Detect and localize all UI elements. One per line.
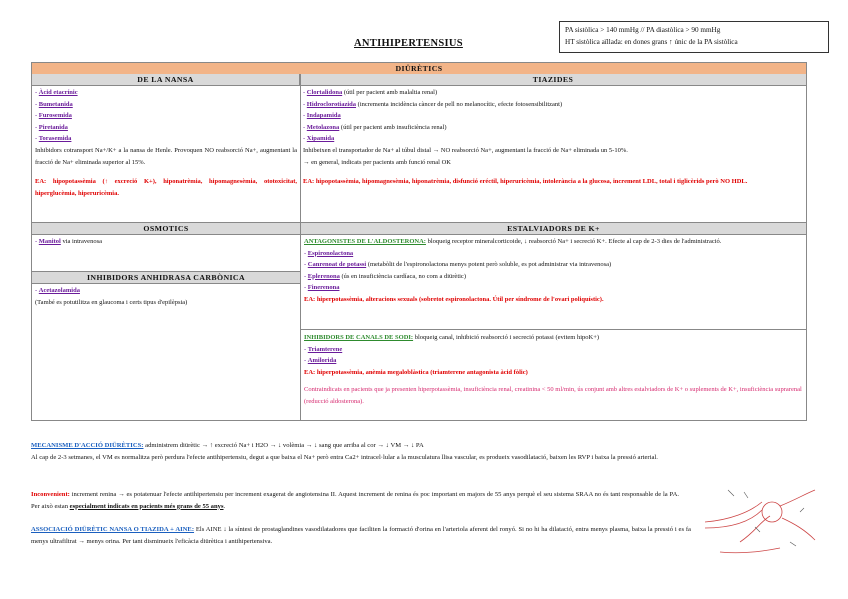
list-item: - Metolazona (útil per pacient amb insuficiència renal) xyxy=(303,123,447,131)
drug-name: Xipamida xyxy=(306,135,335,143)
anhidrasa-header: INHIBIDORS ANHIDRASA CARBÒNICA xyxy=(32,272,300,284)
drug-name: Metolazona xyxy=(306,123,340,131)
note-line-1: PA sistòlica > 140 mmHg // PA diastòlica > 90 mmHg xyxy=(565,26,721,34)
diuretics-table xyxy=(31,62,807,421)
drug-note: (ús en insuficiència cardíaca, no com a diürètic) xyxy=(341,272,466,280)
list-item: - Clortalidona (útil per pacient amb malaltia renal) xyxy=(303,89,438,96)
estalviadors-header: ESTALVIADORS DE K+ xyxy=(301,223,806,235)
tiazides-cell xyxy=(300,86,806,222)
drug-name: Triamterene xyxy=(307,345,343,353)
canals-sodi-adverse-effects: EA: hiperpotassèmia, anèmia megaloblàstica (triamterene antagonista àcid fòlic) xyxy=(304,368,528,376)
drug-note: (incrementa incidència càncer de pell no melanocític, efecte fotosensibilitzant) xyxy=(357,100,563,108)
page-title: ANTIHIPERTENSIUS xyxy=(354,38,463,49)
pa-criteria-note xyxy=(559,21,829,53)
list-item: - Xipamida xyxy=(303,135,335,143)
aldosterona-title: ANTAGONISTES DE L'ALDOSTERONA: xyxy=(304,238,426,245)
drug-note: (metabòlit de l'espironolactona menys potent però soluble, es pot administrar via intravenosa) xyxy=(367,261,612,269)
list-item: - Indapamida xyxy=(303,112,341,120)
mecanisme-section xyxy=(31,440,821,464)
list-item: - Piretanida xyxy=(35,123,68,131)
aldosterona-desc: bloqueig receptor mineralcorticoide, ↓ reabsorció Na+ i secreció K+. Efecte al cap de 2-3 dies de l'administració. xyxy=(427,238,722,245)
list-item: - Hidroclorotiazida (incrementa incidència càncer de pell no melanocític, efecte fotosensibilitzant) xyxy=(303,100,563,108)
inconvenient-end: . xyxy=(223,502,226,510)
drug-name: Finerenona xyxy=(307,284,340,292)
drug-name: Torasemida xyxy=(38,135,72,143)
contraindications: Contraindicats en pacients que ja presenten hiperpotassèmia, insuficiència renal, creatinina < 50 ml/min, ús conjunt amb altres estalviadors de K+ o suplements de K+, insuficiència suprarenal (reducció aldosterona). xyxy=(304,386,802,405)
mecanisme-title: MECANISME D'ACCIÓ DIÜRÈTICS: xyxy=(31,442,144,449)
drug-name: Hidroclorotiazida xyxy=(306,100,357,108)
nansa-adverse-effects: EA: hipopotassèmia (↑ excreció K+), hiponatrèmia, hipomagnesèmia, ototoxicitat, hiperglucèmia, hiperuricèmia. xyxy=(35,178,297,197)
associacio-section xyxy=(31,524,691,548)
canals-sodi-cell xyxy=(301,331,806,419)
inconvenient-section xyxy=(31,489,679,513)
list-item: - Amilorida xyxy=(304,357,337,365)
tiazides-header: TIAZIDES xyxy=(300,74,806,86)
drug-name: Furosemida xyxy=(38,112,72,120)
aldosterona-cell xyxy=(301,235,806,327)
canals-sodi-title: INHIBIDORS DE CANALS DE SODI: xyxy=(304,334,414,341)
anhidrasa-note: (També es potutilitza en glaucoma i certs tipus d'epilèpsia) xyxy=(35,298,188,306)
list-item: - Finerenona xyxy=(304,284,340,292)
nansa-cell xyxy=(32,86,300,222)
tiazides-description: Inhibeixen el transportador de Na+ al túbul distal → NO reabsorció Na+, augmentant la fracció de Na+ eliminada un 5-10%. xyxy=(303,146,628,154)
nansa-description: Inhibidors cotransport Na+/K+ a la nansa de Henle. Provoquen NO reabsorció Na+, augmentant la fracció de Na+ eliminada superior al 15%. xyxy=(35,146,297,166)
drug-name: Bumetanida xyxy=(38,100,73,108)
mecanisme-summary: administrem diürètic → ↑ excreció Na+ i H2O → ↓ volèmia → ↓ sang que arriba al cor → ↓ VM → ↓ PA xyxy=(145,442,424,449)
drug-name: Acetazolamida xyxy=(38,287,80,294)
associacio-title: ASSOCIACIÓ DIÜRÈTIC NANSA O TIAZIDA + AINE: xyxy=(31,526,195,533)
list-item: - Triamterene xyxy=(304,345,343,353)
list-item: - Eplerenona (ús en insuficiència cardíaca, no com a diürètic) xyxy=(304,272,466,280)
drug-name: Clortalidona xyxy=(306,89,343,96)
associacio-text: Els AINE ↓ la síntesi de prostaglandines vasodilatadores que faciliten la formació d'orina en l'arteriola aferent del ronyó. Si no hi ha dilatació, entra menys plasma, baixa la pressió i es fa menys ultrafiltrat → menys orina. Per tant disminueix l'eficàcia diürètica i antihipertensiva. xyxy=(31,526,691,545)
list-item: - Espironolactona xyxy=(304,249,354,257)
list-item: - Furosemida xyxy=(35,112,72,120)
list-item: - Àcid etacrínic xyxy=(35,89,78,96)
list-item: - Manitol via intravenosa xyxy=(35,238,102,245)
drug-note: (útil per pacient amb malaltia renal) xyxy=(343,89,438,96)
drug-name: Àcid etacrínic xyxy=(38,89,78,96)
mecanisme-detail: Al cap de 2-3 setmanes, el VM es normalitza però perdura l'efecte antihipertensiu, degut a que baixa el Na+ però entra Ca2+ intracel·lular a la musculatura llisa vascular, es produeix vasodilatació, baixen les RVP i baixa la pressió arterial. xyxy=(31,453,658,461)
list-item: - Acetazolamida xyxy=(35,287,80,294)
osmotics-header: OSMOTICS xyxy=(32,223,300,235)
diuretics-header: DIÜRÈTICS xyxy=(32,63,806,75)
tiazides-adverse-effects: EA: hipopotassèmia, hipomagnesèmia, hiponatrèmia, disfunció eréctil, hiperuricèmia, intolerància a la glucosa, increment LDL, total i tiglicèrids però NO HDL. xyxy=(303,178,748,186)
aldosterona-adverse-effects: EA: hiperpotassèmia, alteracions sexuals (sobretot espironolactona. Útil per síndrome de l'ovari poliquístic). xyxy=(304,295,604,303)
anhidrasa-cell xyxy=(32,284,300,324)
drug-name: Amilorida xyxy=(307,357,337,365)
tiazides-indication: → en general, indicats per pacients amb funció renal OK xyxy=(303,158,451,166)
drug-name: Manitol xyxy=(38,238,61,245)
drug-note: (útil per pacient amb insuficiència renal) xyxy=(340,123,447,131)
list-item: - Bumetanida xyxy=(35,100,73,108)
canals-sodi-desc: bloqueig canal, inhibició reabsorció i secreció potassi (evitem hipoK+) xyxy=(414,334,600,341)
inconvenient-emphasis: especialment indicats en pacients més grans de 55 anys xyxy=(69,502,224,510)
nansa-header: DE LA NANSA xyxy=(32,74,300,86)
nephron-sketch-icon xyxy=(700,482,820,567)
drug-name: Indapamida xyxy=(306,112,341,120)
osmotics-cell xyxy=(32,235,300,269)
drug-name: Canrenoat de potassi xyxy=(307,261,367,269)
inconvenient-text: increment renina → es potatenuar l'efecte antihipertensiu per increment exagerat de angiotensina II. Aquest increment de renina és poc important en majors de 55 anys perquè el seu sistema SRAA no és tant responsable de la PA. Per això estan xyxy=(31,491,679,510)
drug-name: Eplerenona xyxy=(307,272,340,280)
note-line-2: HT sistòlica aïllada: en dones grans ↑ únic de la PA sistòlica xyxy=(565,38,738,46)
drug-name: Espironolactona xyxy=(307,249,354,257)
drug-name: Piretanida xyxy=(38,123,68,131)
drug-note: via intravenosa xyxy=(62,238,102,245)
list-item: - Canrenoat de potassi (metabòlit de l'espironolactona menys potent però soluble, es pot administrar via intravenosa) xyxy=(304,261,612,269)
list-item: - Torasemida xyxy=(35,135,72,143)
inconvenient-title: Inconvenient: xyxy=(31,491,70,498)
